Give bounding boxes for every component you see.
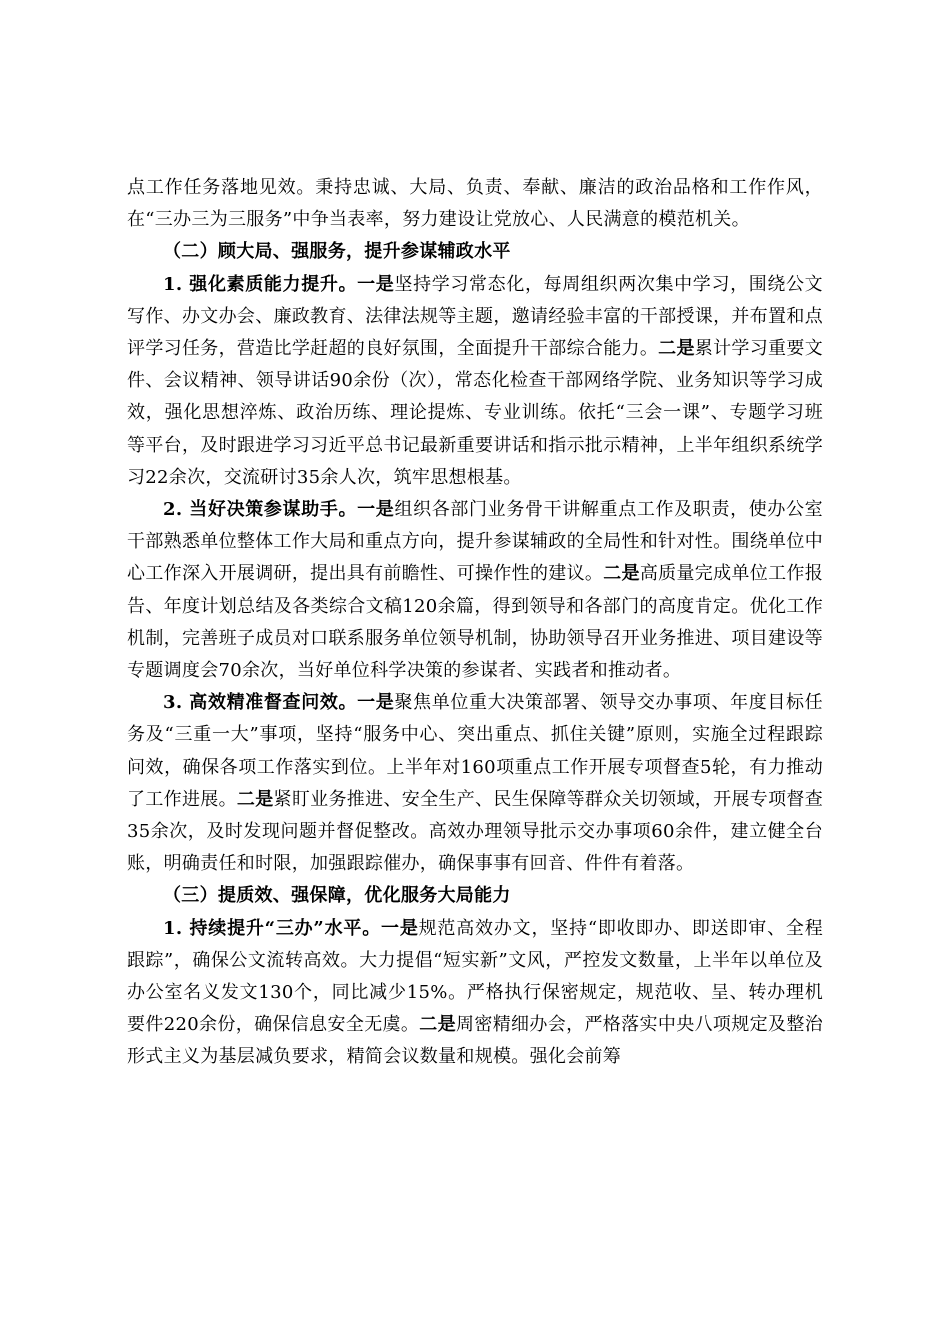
text-s3-second: 紧盯业务推进、安全生产、民生保障等群众关切领域，开展专项督查35余次，及时发现问题并督促整改。高效办理领导批示交办事项60余件，建立健全台账，明确责任和时限，加强跟踪催办，确保事事有回音、件件有着落。: [127, 788, 823, 875]
text-s4-second: 周密精细办会，严格落实中央八项规定及整治形式主义为基层减负要求，精简会议数量和规模。强化会前筹: [127, 1014, 823, 1068]
paragraph-s2: [127, 494, 823, 687]
text-s2-second: 高质量完成单位工作报告、年度计划总结及各类综合文稿120余篇，得到领导和各部门的高度肯定。优化工作机制，完善班子成员对口联系服务单位领导机制，协助领导召开业务推进、项目建设等专题调度会70余次，当好单位科学决策的参谋者、实践者和推动者。: [127, 563, 823, 682]
text-s3-first: 聚焦单位重大决策部署、领导交办事项、年度目标任务及“三重一大”事项，坚持“服务中心、突出重点、抓住关键”原则，实施全过程跟踪问效，确保各项工作落实到位。上半年对160项重点工作开展专项督查5轮，有力推动了工作进展。: [127, 692, 823, 810]
keyword-first: 一是: [381, 917, 419, 939]
keyword-first: 一是: [357, 499, 395, 521]
section-heading-2: （二）顾大局、强服务，提升参谋辅政水平: [163, 241, 511, 263]
keyword-second: 二是: [236, 788, 274, 810]
text-s4-first: 规范高效办文，坚持“即收即办、即送即审、全程跟踪”，确保公文流转高效。大力提倡“短实新”文风，严控发文数量，上半年以单位及办公室名义发文130个，同比减少15%。严格执行保密规定，规范收、呈、转办理机要件220余份，确保信息安全无虞。: [127, 917, 823, 1036]
subheading-s4: 1. 持续提升“三办”水平。: [163, 917, 382, 939]
paragraph-s4: [127, 913, 823, 1074]
keyword-first: 一是: [357, 692, 395, 714]
subheading-s2: 2. 当好决策参谋助手。: [163, 499, 358, 521]
document-page: [127, 172, 823, 1074]
text-s1-second: 累计学习重要文件、会议精神、领导讲话90余份（次），常态化检查干部网络学院、业务知识等学习成效，强化思想淬炼、政治历练、理论提炼、专业训练。依托“三会一课”、专题学习班等平台，及时跟进学习习近平总书记最新重要讲话和指示批示精神，上半年组织系统学习22余次，交流研讨35余人次，筑牢思想根基。: [127, 338, 823, 488]
paragraph-continuation: 点工作任务落地见效。秉持忠诚、大局、负责、奉献、廉洁的政治品格和工作作风，在“三办三为三服务”中争当表率，努力建设让党放心、人民满意的模范机关。: [127, 177, 823, 231]
keyword-second: 二是: [658, 338, 695, 360]
keyword-first: 一是: [357, 273, 395, 295]
keyword-second: 二是: [603, 563, 640, 585]
text-s2-first: 组织各部门业务骨干讲解重点工作及职责，使办公室干部熟悉单位整体工作大局和重点方向，提升参谋辅政的全局性和针对性。围绕单位中心工作深入开展调研，提出具有前瞻性、可操作性的建议。: [127, 499, 823, 585]
paragraph-s1: [127, 269, 823, 494]
paragraph-s3: [127, 687, 823, 880]
subheading-s3: 3. 高效精准督查问效。: [163, 692, 358, 714]
text-s1-first: 坚持学习常态化，每周组织两次集中学习，围绕公文写作、办文办会、廉政教育、法律法规等主题，邀请经验丰富的干部授课，并布置和点评学习任务，营造比学赶超的良好氛围，全面提升干部综合能力。: [127, 273, 823, 360]
subheading-s1: 1. 强化素质能力提升。: [163, 273, 358, 295]
section-heading-3: （三）提质效、强保障，优化服务大局能力: [163, 885, 511, 907]
keyword-second: 二是: [419, 1014, 456, 1036]
